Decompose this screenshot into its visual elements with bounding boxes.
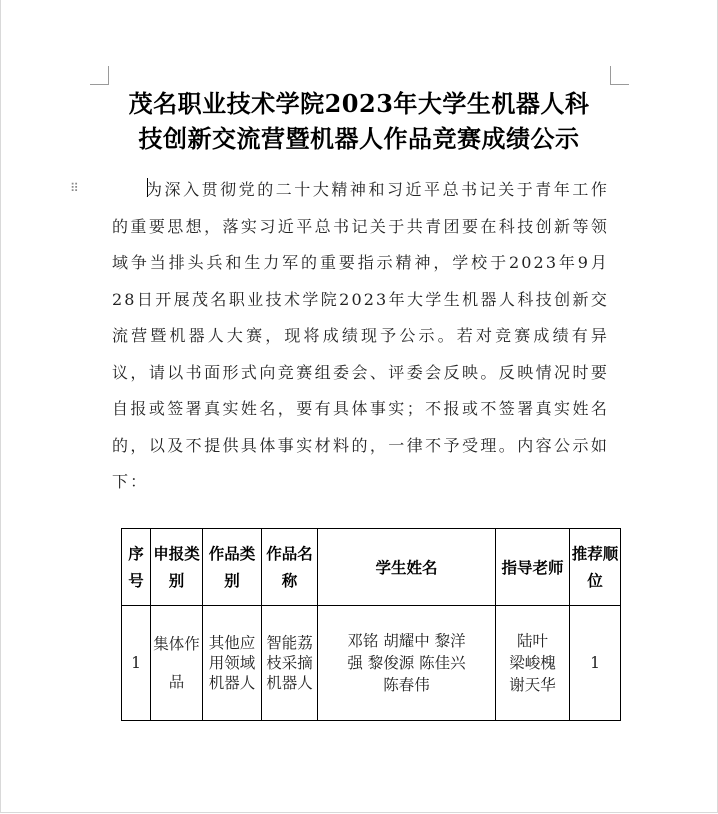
results-table (121, 528, 621, 721)
header-index: 序号 (122, 529, 151, 606)
crop-mark-top-left (90, 66, 109, 85)
title-line-1: 茂名职业技术学院2023年大学生机器人科 (128, 89, 590, 118)
students-line-2: 强 黎俊源 陈佳兴 (347, 654, 466, 672)
students-line-1: 邓铭 胡耀中 黎洋 (347, 632, 466, 650)
drag-handle-icon[interactable]: ⠿ (70, 181, 79, 195)
header-category: 申报类别 (151, 529, 203, 606)
cell-rank: 1 (570, 606, 621, 721)
cell-index: 1 (122, 606, 151, 721)
advisor-2: 梁峻槐 (509, 654, 556, 672)
cell-advisors (496, 606, 570, 721)
advisor-3: 谢天华 (509, 676, 556, 694)
students-line-3: 陈春伟 (383, 676, 430, 694)
crop-mark-top-right (610, 66, 629, 85)
cell-work-name: 智能荔枝采摘机器人 (262, 606, 318, 721)
advisor-1: 陆叶 (516, 632, 548, 650)
cell-work-type: 其他应用领域机器人 (203, 606, 262, 721)
cell-category: 集体作品 (151, 606, 203, 721)
header-work-type: 作品类别 (203, 529, 262, 606)
header-work-name: 作品名称 (262, 529, 318, 606)
table-row (122, 606, 621, 721)
header-students: 学生姓名 (318, 529, 496, 606)
header-rank: 推荐顺位 (570, 529, 621, 606)
title-line-2: 技创新交流营暨机器人作品竞赛成绩公示 (138, 124, 580, 153)
table-header-row (122, 529, 621, 606)
body-paragraph[interactable]: 为深入贯彻党的二十大精神和习近平总书记关于青年工作的重要思想，落实习近平总书记关于共青团要在科技创新等领域争当排头兵和生力军的重要指示精神，学校于2023年9月28日开展茂名职业技术学院2023年大学生机器人科技创新交流营暨机器人大赛，现将成绩现予公示。若对竞赛成绩有异议，请以书面形式向竞赛组委会、评委会反映。反映情况时要自报或签署真实姓名，要有具体事实；不报或不签署真实姓名的，以及不提供具体事实材料的，一律不予受理。内容公示如下： (112, 180, 609, 491)
cell-students (318, 606, 496, 721)
document-title (108, 86, 610, 156)
header-advisors: 指导老师 (496, 529, 570, 606)
